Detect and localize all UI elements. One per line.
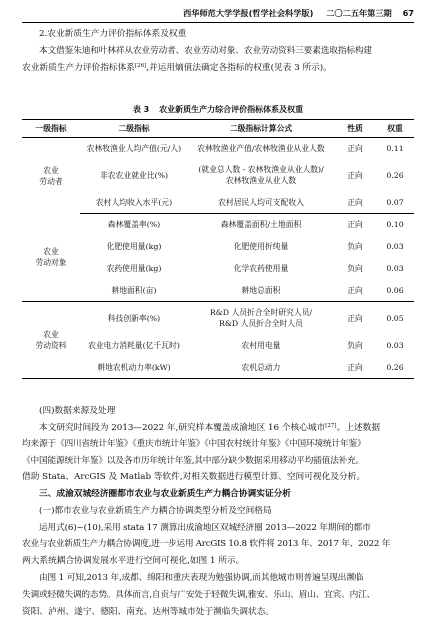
formula-cell: 森林覆盖面积/土地面积	[220, 220, 302, 230]
nature-cell: 正向	[347, 170, 363, 180]
formula-cell: 农村用电量	[241, 341, 281, 350]
section-3-heading: 三、成渝双城经济圈都市农业与农业新质生产力耦合协调实证分析	[39, 489, 291, 499]
weight-cell: 0.03	[386, 264, 404, 273]
formula-cell: 耕地总面积	[188, 280, 334, 302]
weight-cell: 0.26	[386, 170, 404, 180]
section-2-para-tail: ,并运用熵值法确定各指标的权重(见表 3 所示)。	[146, 63, 332, 73]
nature-cell: 正向	[347, 220, 363, 230]
section-4-line-4: 借助 Stata、ArcGIS 及 Matlab 等软件,对相关数据进行模型计算、空间可视化及分析。	[22, 472, 366, 482]
weight-cell: 0.03	[386, 242, 404, 251]
indicator-cell: 农药使用量(kg)	[106, 264, 162, 273]
journal-title: 西华师范大学学报(哲学社会科学版)	[183, 8, 314, 18]
formula-cell	[188, 159, 334, 192]
table-title: 农业新质生产力综合评价指标体系及权重	[159, 105, 304, 114]
nature-cell: 正向	[334, 192, 376, 214]
section-2-para-line-1: 本文借鉴朱迪和叶林祥从农业劳动者、农业劳动对象、农业劳动资料三要素选取指标构建	[39, 46, 372, 56]
group-name-line: 劳动者	[39, 176, 63, 186]
section-2-para-text: 农业新质生产力评价指标体系	[22, 63, 135, 73]
section-3-para2-line-2: 失调或轻微失调的态势。具体而言,自贡与广安处于轻微失调,雅安、乐山、眉山、宜宾、内江、	[22, 589, 376, 600]
formula-cell: 化学农药使用量	[233, 264, 289, 273]
table-row	[22, 357, 414, 379]
formula-cell: 农村居民人均可支配收入	[188, 192, 334, 214]
formula-line: (就业总人数 - 农林牧渔业从业人数)/	[198, 165, 324, 174]
table-row	[22, 214, 414, 236]
weight-cell: 0.07	[376, 192, 414, 214]
citation-27: [27]	[325, 422, 337, 429]
indicator-cell: 科技创新率(%)	[107, 313, 161, 323]
indicator-cell: 农业电力消耗量(亿千瓦时)	[88, 341, 180, 350]
indicator-cell: 森林覆盖率(%)	[107, 220, 161, 230]
section-2-para-line-2	[22, 60, 414, 77]
col-header-formula: 二级指标计算公式	[188, 120, 334, 138]
weight-cell: 0.26	[376, 357, 414, 379]
group-name-line: 农业	[43, 330, 59, 339]
nature-cell: 负向	[347, 341, 363, 350]
nature-cell: 正向	[334, 280, 376, 302]
weight-cell: 0.06	[376, 280, 414, 302]
section-3-subheading: (一)都市农业与农业新质生产力耦合协调类型分析及空间格局	[39, 505, 272, 516]
group-name-line: 劳动资料	[35, 341, 67, 350]
table-row	[22, 335, 414, 357]
nature-cell: 正向	[347, 143, 363, 153]
section-4-line-2: 均来源于《四川省统计年鉴》《重庆市统计年鉴》《中国农村统计年鉴》《中国环境统计年鉴》	[22, 439, 366, 449]
section-4-line-1-text: 本文研究时间段为 2013—2022 年,研究样本覆盖成渝地区 16 个核心城市	[39, 422, 326, 433]
section-4-heading: (四)数据来源及处理	[39, 406, 116, 416]
formula-line: R&D 人员折合全时研究人员/	[209, 308, 313, 318]
table-row	[22, 138, 414, 159]
formula-cell: 化肥使用折纯量	[233, 242, 289, 251]
section-4-line-3: 《中国能源统计年鉴》以及各市历年统计年鉴,其中部分缺少数据采用移动平均插值法补充。	[22, 455, 365, 466]
indicator-table	[22, 119, 414, 379]
formula-line: R&D 人员折合全时人员	[219, 319, 303, 329]
section-2-block	[22, 26, 414, 77]
indicator-cell: 耕地农机动力率(kW)	[80, 357, 188, 379]
formula-line: 农林牧渔业从业人数	[225, 176, 297, 185]
running-header	[22, 8, 414, 20]
nature-cell: 负向	[347, 242, 363, 251]
group-cell-materials	[22, 302, 80, 379]
table-header-row	[22, 120, 414, 138]
col-header-weight: 权重	[376, 120, 414, 138]
nature-cell: 正向	[334, 357, 376, 379]
table-number: 表 3	[132, 105, 150, 114]
formula-cell: 农林牧渔业产值/农林牧渔业从业人数	[197, 143, 325, 153]
nature-cell: 负向	[347, 264, 363, 273]
page-number: 67	[402, 8, 414, 18]
citation-26: [26]	[134, 63, 147, 69]
group-name-line: 农业	[43, 165, 59, 175]
section-2-heading: 2.农业新质生产力评价指标体系及权重	[39, 29, 187, 39]
indicator-cell: 耕地面积(亩)	[80, 280, 188, 302]
section-3-para2-line-3: 资阳、泸州、遂宁、德阳、南充、达州等城市处于濒临失调状态。	[22, 606, 274, 617]
section-3-para1-line-3: 两大系统耦合协调发展水平进行空间可视化,如图 1 所示。	[22, 556, 245, 567]
indicator-cell: 非农农业就业比(%)	[99, 170, 169, 180]
table-row	[22, 192, 414, 214]
table-row	[22, 258, 414, 280]
indicator-cell: 农村人均收入水平(元)	[80, 192, 188, 214]
weight-cell: 0.05	[386, 313, 404, 323]
col-header-level1: 一级指标	[22, 120, 80, 138]
header-divider	[22, 22, 414, 23]
weight-cell: 0.10	[386, 220, 404, 230]
table-row	[22, 159, 414, 192]
section-4-line-1	[22, 420, 414, 437]
table-row	[22, 236, 414, 258]
section-3-block	[22, 486, 414, 620]
section-3-para1-line-1: 运用式(6)~(10),采用 stata 17 测算出成渝地区双城经济圈 2013—2022 年期间的都市	[39, 522, 371, 533]
group-name-line: 农业	[43, 247, 59, 257]
section-3-para2-line-1: 由图 1 可知,2013 年,成都、绵阳和重庆表现为勉强协调,而其他城市则普遍呈现出濒临	[39, 572, 364, 583]
formula-cell: 农机总动力	[188, 357, 334, 379]
section-4-line-1-tail: 。上述数据	[336, 422, 381, 433]
table-row	[22, 280, 414, 302]
group-cell-objects	[22, 214, 80, 302]
table-caption	[22, 104, 414, 115]
formula-cell	[188, 302, 334, 335]
issue-label: 二〇二五年第三期	[326, 8, 392, 18]
col-header-nature: 性质	[334, 120, 376, 138]
nature-cell: 正向	[347, 313, 363, 323]
section-3-para1-line-2: 农业与农业新质生产力耦合协调度,进一步运用 ArcGIS 10.8 软件将 2013 年、2017 年、2022 年	[22, 539, 391, 550]
group-cell-laborers	[22, 138, 80, 214]
indicator-cell: 化肥使用量(kg)	[106, 242, 162, 251]
table-row	[22, 302, 414, 335]
col-header-level2: 二级指标	[80, 120, 188, 138]
group-name-line: 劳动对象	[35, 258, 67, 268]
section-4-block	[22, 403, 414, 486]
indicator-cell: 农林牧渔业人均产值(元/人)	[86, 143, 182, 153]
weight-cell: 0.03	[386, 341, 404, 350]
weight-cell: 0.11	[386, 143, 404, 153]
